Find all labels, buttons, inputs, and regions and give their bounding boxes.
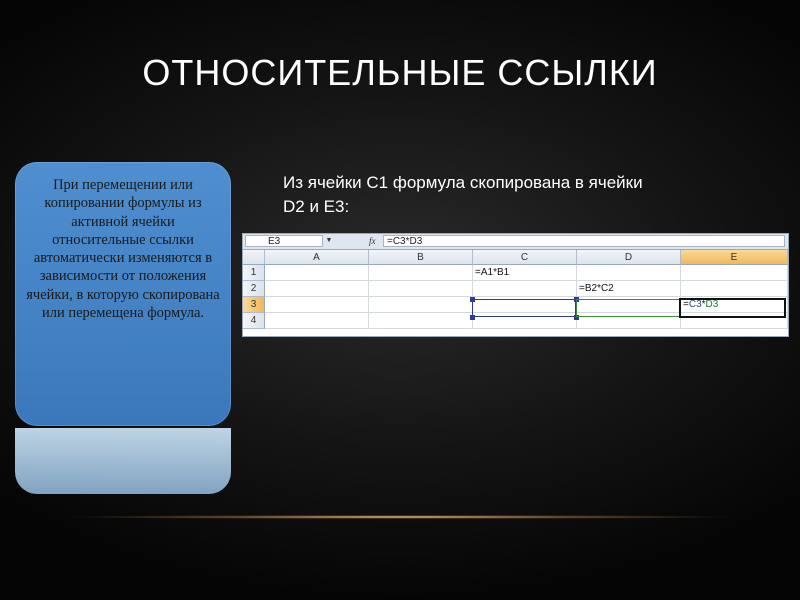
- caption-line-2: D2 и Е3:: [283, 197, 350, 216]
- cell-d2[interactable]: =B2*C2: [577, 281, 681, 297]
- cell-a2[interactable]: [265, 281, 369, 297]
- cell-b3[interactable]: [369, 297, 473, 313]
- cell-e2[interactable]: [681, 281, 788, 297]
- cell-d1[interactable]: [577, 265, 681, 281]
- cell-b4[interactable]: [369, 313, 473, 329]
- info-box: [15, 162, 231, 426]
- fx-icon[interactable]: fx: [369, 236, 376, 246]
- cell-a1[interactable]: [265, 265, 369, 281]
- cell-e1[interactable]: [681, 265, 788, 281]
- row-header-1[interactable]: 1: [243, 265, 265, 281]
- divider-glow: [60, 515, 740, 519]
- column-header-a[interactable]: A: [265, 250, 369, 265]
- reference-highlight-c3: [472, 299, 576, 317]
- cell-b2[interactable]: [369, 281, 473, 297]
- column-header-b[interactable]: B: [369, 250, 473, 265]
- reference-highlight-d3: [576, 299, 680, 317]
- caption-line-1: Из ячейки С1 формула скопирована в ячейки: [283, 173, 643, 192]
- cell-c2[interactable]: [473, 281, 577, 297]
- e3-ref-d3: D3: [705, 299, 719, 310]
- select-all-corner[interactable]: [243, 250, 265, 265]
- name-box-dropdown-icon[interactable]: ▼: [325, 237, 333, 244]
- row-header-2[interactable]: 2: [243, 281, 265, 297]
- resize-handle[interactable]: [470, 315, 475, 320]
- column-header-d[interactable]: D: [577, 250, 681, 265]
- info-box-reflection: [15, 428, 231, 494]
- row-header-4[interactable]: 4: [243, 313, 265, 329]
- cell-c1[interactable]: =A1*B1: [473, 265, 577, 281]
- resize-handle[interactable]: [470, 297, 475, 302]
- slide-title: ОТНОСИТЕЛЬНЫЕ ССЫЛКИ: [142, 52, 658, 93]
- cell-a3[interactable]: [265, 297, 369, 313]
- column-header-e[interactable]: E: [681, 250, 788, 265]
- active-cell-border-e3: [679, 298, 786, 318]
- e3-ref-c3: C3: [688, 299, 702, 310]
- cell-b1[interactable]: [369, 265, 473, 281]
- spreadsheet-screenshot: [242, 233, 789, 337]
- formula-bar: [243, 234, 788, 250]
- formula-input[interactable]: =C3*D3: [383, 235, 785, 247]
- caption: [283, 171, 763, 219]
- column-header-c[interactable]: C: [473, 250, 577, 265]
- e3-operator: *: [701, 299, 706, 310]
- row-header-3[interactable]: 3: [243, 297, 265, 313]
- cell-a4[interactable]: [265, 313, 369, 329]
- info-text: При перемещении или копировании формулы из активной ячейки относительные ссылки автоматически изменяются в зависимости от положения ячейки, в которую скопирована или перемещена формула.: [26, 177, 220, 322]
- name-box[interactable]: E3: [245, 235, 323, 247]
- e3-prefix: =: [683, 299, 689, 310]
